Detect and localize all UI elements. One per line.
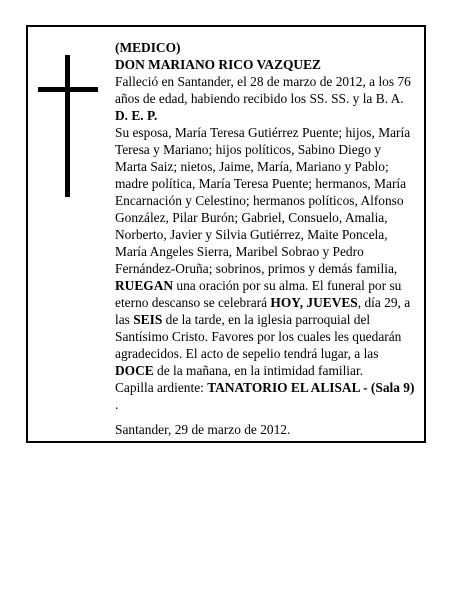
doce-word: DOCE	[115, 363, 154, 378]
death-info-line-1: Falleció en Santander, el 28 de marzo de 2012, a los 76	[115, 74, 411, 89]
funeral-line-2	[115, 294, 425, 311]
family-line: Encarnación y Celestino; hermanos políticos, Alfonso	[115, 193, 404, 208]
funeral-line-6	[115, 362, 425, 379]
rip-label: D. E. P.	[115, 108, 158, 123]
profession-label: (MEDICO)	[115, 40, 181, 55]
funeral-text: , día 29, a	[357, 295, 411, 310]
family-line: Teresa y Mariano; hijos políticos, Sabino Diego y	[115, 142, 382, 157]
chapel-line	[115, 379, 425, 396]
chapel-place: TANATORIO EL ALISAL - (Sala 9)	[207, 380, 415, 395]
funeral-text: de la mañana, en la intimidad familiar.	[153, 363, 364, 378]
chapel-dot: .	[115, 397, 119, 412]
family-line: Su esposa, María Teresa Gutiérrez Puente; hijos, María	[115, 125, 411, 140]
cross-vertical-bar	[65, 55, 70, 197]
date-line: Santander, 29 de marzo de 2012.	[115, 422, 291, 437]
funeral-text: las	[115, 312, 134, 327]
family-line: Marta Saiz; nietos, Jaime, María, Mariano y Pablo;	[115, 159, 389, 174]
funeral-line-1	[115, 277, 425, 294]
comma-separator: ,	[299, 295, 307, 310]
cross-icon	[38, 55, 98, 197]
funeral-line-5: agradecidos. El acto de sepelio tendrá lugar, a las	[115, 346, 379, 361]
obituary-text	[115, 39, 425, 438]
hoy-word: HOY	[270, 295, 300, 310]
family-line: María Angeles Sierra, Maribel Sobrao y Pedro	[115, 244, 364, 259]
funeral-line-4: Santísimo Cristo. Favores por los cuales les quedarán	[115, 329, 402, 344]
funeral-text: de la tarde, en la iglesia parroquial del	[162, 312, 371, 327]
cross-horizontal-bar	[38, 87, 98, 92]
family-line: Fernández-Oruña; sobrinos, primos y demás familia,	[115, 261, 398, 276]
spacer	[115, 413, 425, 421]
seis-word: SEIS	[133, 312, 163, 327]
deceased-name: DON MARIANO RICO VAZQUEZ	[115, 57, 321, 72]
chapel-label: Capilla ardiente:	[115, 380, 208, 395]
death-info-line-2: años de edad, habiendo recibido los SS. SS. y la B. A.	[115, 91, 404, 106]
funeral-text: una oración por su alma. El funeral por su	[173, 278, 402, 293]
family-line: madre política, María Teresa Puente; hermanos, María	[115, 176, 407, 191]
funeral-line-3	[115, 311, 425, 328]
family-line: González, Pilar Burón; Gabriel, Consuelo, Amalia,	[115, 210, 388, 225]
funeral-text: eterno descanso se celebrará	[115, 295, 271, 310]
ruegan-word: RUEGAN	[115, 278, 174, 293]
jueves-word: JUEVES	[306, 295, 358, 310]
family-line: Norberto, Javier y Silvia Gutiérrez, Maite Poncela,	[115, 227, 388, 242]
